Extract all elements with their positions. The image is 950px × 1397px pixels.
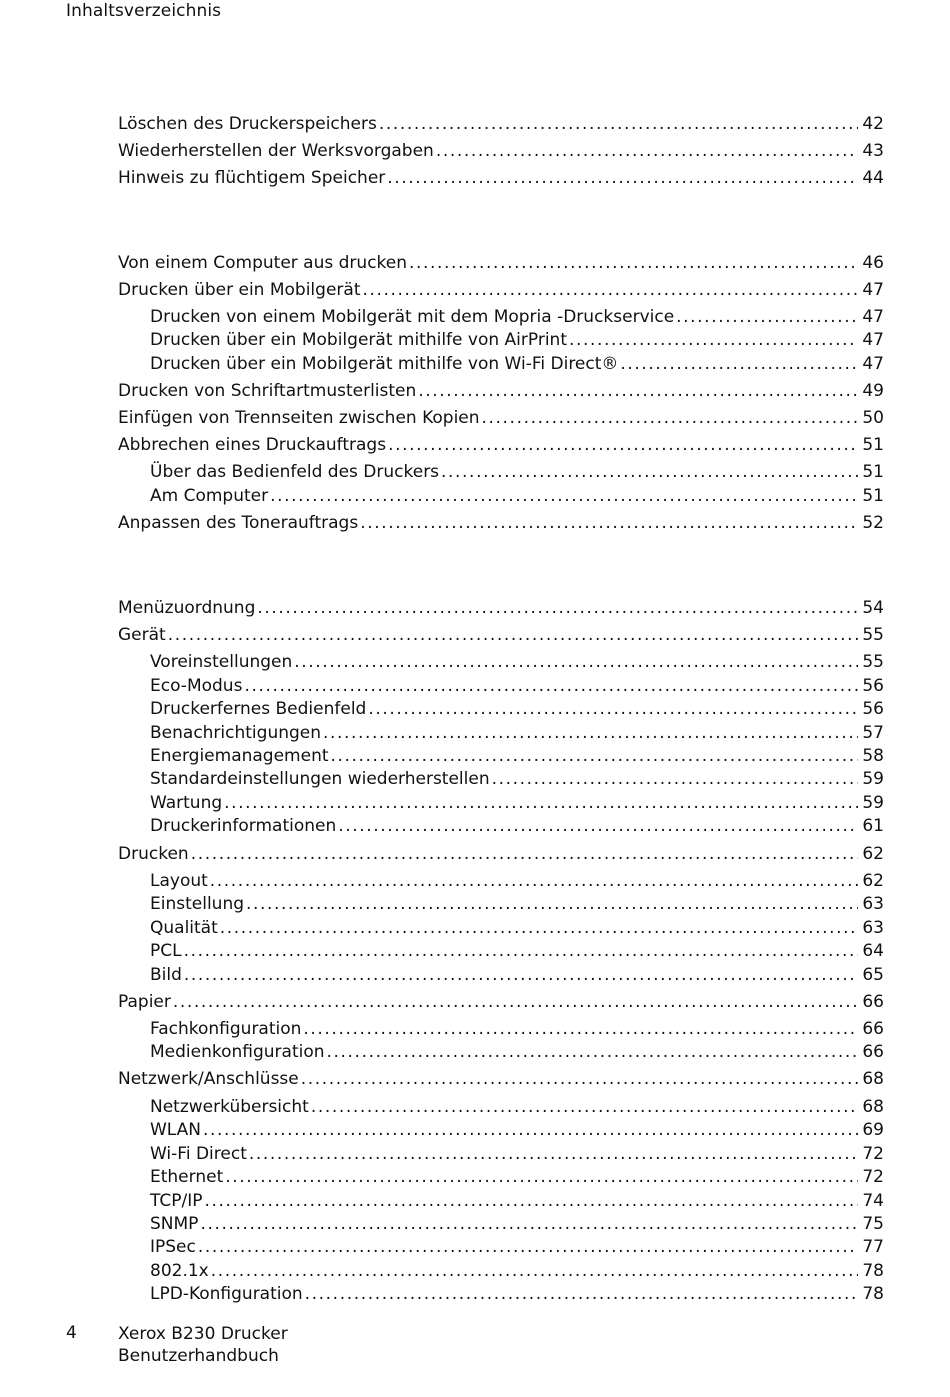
toc-entry-page: 47 bbox=[862, 280, 884, 300]
toc-entry-page: 77 bbox=[862, 1237, 884, 1257]
toc-entry[interactable] bbox=[150, 651, 884, 673]
toc-entry-page: 66 bbox=[862, 992, 884, 1012]
toc-entry-title: Layout bbox=[150, 871, 208, 891]
toc-entry-title: Medienkonfiguration bbox=[150, 1042, 325, 1062]
toc-entry-page: 64 bbox=[862, 941, 884, 961]
toc-entry[interactable] bbox=[150, 768, 884, 790]
footer-manual: Benutzerhandbuch bbox=[118, 1346, 279, 1366]
dot-leader bbox=[184, 964, 858, 986]
dot-leader bbox=[203, 1119, 858, 1141]
dot-leader bbox=[249, 1143, 858, 1165]
toc-entry[interactable] bbox=[118, 624, 884, 646]
toc-entry-page: 78 bbox=[862, 1284, 884, 1304]
toc-entry-page: 62 bbox=[862, 871, 884, 891]
toc-entry-page: 49 bbox=[862, 381, 884, 401]
dot-leader bbox=[224, 792, 858, 814]
toc-entry-title: 802.1x bbox=[150, 1261, 209, 1281]
toc-entry[interactable] bbox=[150, 745, 884, 767]
toc-entry-title: Netzwerkübersicht bbox=[150, 1097, 309, 1117]
toc-entry-page: 63 bbox=[862, 918, 884, 938]
toc-entry-page: 65 bbox=[862, 965, 884, 985]
dot-leader bbox=[294, 651, 858, 673]
toc-entry-title: Über das Bedienfeld des Druckers bbox=[150, 462, 440, 482]
dot-leader bbox=[184, 940, 859, 962]
toc-entry-page: 74 bbox=[862, 1191, 884, 1211]
toc-entry-title: Drucken von einem Mobilgerät mit dem Mopria -Druckservice bbox=[150, 307, 675, 327]
dot-leader bbox=[676, 306, 858, 328]
dot-leader bbox=[492, 768, 859, 790]
toc-entry-title: Wartung bbox=[150, 793, 223, 813]
toc-entry-title: Gerät bbox=[118, 625, 166, 645]
dot-leader bbox=[362, 279, 858, 301]
toc-entry[interactable] bbox=[150, 353, 884, 375]
dot-leader bbox=[220, 917, 859, 939]
toc-entry-title: Standardeinstellungen wiederherstellen bbox=[150, 769, 490, 789]
toc-entry-page: 44 bbox=[862, 168, 884, 188]
toc-entry[interactable] bbox=[118, 512, 884, 534]
toc-entry[interactable] bbox=[150, 1041, 884, 1063]
toc-entry-page: 61 bbox=[862, 816, 884, 836]
toc-entry[interactable] bbox=[150, 1190, 884, 1212]
toc-entry-page: 59 bbox=[862, 769, 884, 789]
toc-entry-page: 46 bbox=[862, 253, 884, 273]
toc-entry-page: 51 bbox=[862, 462, 884, 482]
toc-entry-title: Drucken über ein Mobilgerät mithilfe von Wi-Fi Direct® bbox=[150, 354, 619, 374]
toc-entry-title: Menüzuordnung bbox=[118, 598, 256, 618]
toc-entry-page: 57 bbox=[862, 723, 884, 743]
toc-entry-title: Anpassen des Tonerauftrags bbox=[118, 513, 359, 533]
dot-leader bbox=[200, 1213, 858, 1235]
footer bbox=[118, 1323, 288, 1367]
toc-entry-page: 51 bbox=[862, 435, 884, 455]
running-header: Inhaltsverzeichnis bbox=[66, 1, 222, 21]
dot-leader bbox=[436, 140, 859, 162]
toc-entry-title: Abbrechen eines Druckauftrags bbox=[118, 435, 387, 455]
toc-entry-title: Hinweis zu flüchtigem Speicher bbox=[118, 168, 386, 188]
dot-leader bbox=[270, 485, 858, 507]
dot-leader bbox=[331, 745, 859, 767]
dot-leader bbox=[360, 512, 858, 534]
toc-entry[interactable] bbox=[150, 1119, 884, 1141]
toc-entry-title: Drucken über ein Mobilgerät bbox=[118, 280, 361, 300]
toc-entry-page: 54 bbox=[862, 598, 884, 618]
dot-leader bbox=[311, 1096, 859, 1118]
toc-entry-title: Eco-Modus bbox=[150, 676, 243, 696]
toc-entry-page: 62 bbox=[862, 844, 884, 864]
toc-entry-page: 43 bbox=[862, 141, 884, 161]
dot-leader bbox=[409, 252, 858, 274]
toc-entry[interactable] bbox=[118, 1068, 884, 1090]
toc-entry-page: 69 bbox=[862, 1120, 884, 1140]
dot-leader bbox=[301, 1068, 859, 1090]
toc-entry-title: IPSec bbox=[150, 1237, 196, 1257]
toc-entry[interactable] bbox=[118, 252, 884, 274]
dot-leader bbox=[246, 893, 858, 915]
toc-entry-page: 66 bbox=[862, 1019, 884, 1039]
toc-entry-title: PCL bbox=[150, 941, 182, 961]
toc-entry[interactable] bbox=[150, 1018, 884, 1040]
toc-entry[interactable] bbox=[150, 485, 884, 507]
toc-entry[interactable] bbox=[118, 167, 884, 189]
dot-leader bbox=[305, 1283, 859, 1305]
dot-leader bbox=[191, 843, 859, 865]
toc-entry[interactable] bbox=[150, 870, 884, 892]
dot-leader bbox=[569, 329, 858, 351]
toc-entry[interactable] bbox=[118, 380, 884, 402]
page-number: 4 bbox=[66, 1323, 77, 1343]
toc-entry[interactable] bbox=[150, 306, 884, 328]
dot-leader bbox=[368, 698, 858, 720]
toc-entry-title: Einstellung bbox=[150, 894, 245, 914]
toc-entry[interactable] bbox=[118, 279, 884, 301]
toc-entry[interactable] bbox=[150, 1213, 884, 1235]
dot-leader bbox=[338, 815, 858, 837]
toc-entry-title: WLAN bbox=[150, 1120, 202, 1140]
toc-entry-title: Fachkonfiguration bbox=[150, 1019, 302, 1039]
toc-entry-title: Benachrichtigungen bbox=[150, 723, 322, 743]
toc-entry[interactable] bbox=[118, 597, 884, 619]
toc-entry-page: 68 bbox=[862, 1097, 884, 1117]
toc-entry-page: 50 bbox=[862, 408, 884, 428]
toc-entry[interactable] bbox=[118, 991, 884, 1013]
dot-leader bbox=[225, 1166, 858, 1188]
toc-entry-page: 59 bbox=[862, 793, 884, 813]
toc-entry-page: 72 bbox=[862, 1144, 884, 1164]
toc-entry[interactable] bbox=[118, 843, 884, 865]
dot-leader bbox=[303, 1018, 858, 1040]
dot-leader bbox=[387, 167, 858, 189]
dot-leader bbox=[388, 434, 858, 456]
toc-entry-title: LPD-Konfiguration bbox=[150, 1284, 303, 1304]
toc-entry-page: 68 bbox=[862, 1069, 884, 1089]
toc-entry-page: 63 bbox=[862, 894, 884, 914]
dot-leader bbox=[482, 407, 859, 429]
toc-entry[interactable] bbox=[150, 698, 884, 720]
toc-entry[interactable] bbox=[118, 434, 884, 456]
toc-entry[interactable] bbox=[150, 1260, 884, 1282]
dot-leader bbox=[323, 722, 858, 744]
toc-entry-page: 58 bbox=[862, 746, 884, 766]
toc-entry[interactable] bbox=[150, 461, 884, 483]
toc-entry-page: 52 bbox=[862, 513, 884, 533]
toc-entry-page: 72 bbox=[862, 1167, 884, 1187]
toc-entry-title: Papier bbox=[118, 992, 171, 1012]
toc-entry-page: 55 bbox=[862, 652, 884, 672]
dot-leader bbox=[257, 597, 858, 619]
dot-leader bbox=[168, 624, 859, 646]
dot-leader bbox=[379, 113, 859, 135]
toc-entry-title: Bild bbox=[150, 965, 182, 985]
toc-entry-page: 66 bbox=[862, 1042, 884, 1062]
toc-entry-title: Wiederherstellen der Werksvorgaben bbox=[118, 141, 434, 161]
toc-entry[interactable] bbox=[150, 1143, 884, 1165]
toc-entry[interactable] bbox=[150, 917, 884, 939]
toc-entry-title: Einfügen von Trennseiten zwischen Kopien bbox=[118, 408, 480, 428]
toc-entry[interactable] bbox=[150, 1236, 884, 1258]
toc-entry-title: Drucken bbox=[118, 844, 189, 864]
dot-leader bbox=[173, 991, 858, 1013]
toc-entry-page: 42 bbox=[862, 114, 884, 134]
toc-entry[interactable] bbox=[150, 940, 884, 962]
dot-leader bbox=[198, 1236, 858, 1258]
toc-entry-page: 47 bbox=[862, 330, 884, 350]
dot-leader bbox=[244, 675, 858, 697]
toc-entry-title: Ethernet bbox=[150, 1167, 224, 1187]
toc-entry-page: 51 bbox=[862, 486, 884, 506]
toc-entry[interactable] bbox=[150, 722, 884, 744]
dot-leader bbox=[418, 380, 858, 402]
dot-leader bbox=[210, 870, 859, 892]
toc-entry-title: Druckerfernes Bedienfeld bbox=[150, 699, 367, 719]
toc-entry[interactable] bbox=[150, 675, 884, 697]
toc-entry-page: 56 bbox=[862, 699, 884, 719]
toc-entry-title: Energiemanagement bbox=[150, 746, 329, 766]
toc-entry-title: Voreinstellungen bbox=[150, 652, 293, 672]
dot-leader bbox=[211, 1260, 859, 1282]
toc-entry-title: TCP/IP bbox=[150, 1191, 203, 1211]
toc-entry[interactable] bbox=[150, 792, 884, 814]
toc-entry-title: Drucken über ein Mobilgerät mithilfe von AirPrint bbox=[150, 330, 567, 350]
toc-entry-page: 47 bbox=[862, 307, 884, 327]
dot-leader bbox=[441, 461, 858, 483]
footer-product: Xerox B230 Drucker bbox=[118, 1324, 288, 1344]
toc-entry-page: 56 bbox=[862, 676, 884, 696]
dot-leader bbox=[205, 1190, 859, 1212]
toc-entry-title: Von einem Computer aus drucken bbox=[118, 253, 408, 273]
toc-entry[interactable] bbox=[150, 893, 884, 915]
toc-entry-title: Wi-Fi Direct bbox=[150, 1144, 247, 1164]
toc-entry-title: Am Computer bbox=[150, 486, 269, 506]
toc-entry[interactable] bbox=[150, 329, 884, 351]
toc-entry-page: 55 bbox=[862, 625, 884, 645]
dot-leader bbox=[620, 353, 858, 375]
toc-entry-title: Qualität bbox=[150, 918, 218, 938]
toc-entry[interactable] bbox=[118, 113, 884, 135]
toc-entry[interactable] bbox=[150, 1096, 884, 1118]
toc-entry-page: 78 bbox=[862, 1261, 884, 1281]
dot-leader bbox=[327, 1041, 859, 1063]
toc-entry[interactable] bbox=[150, 815, 884, 837]
toc-entry-title: Löschen des Druckerspeichers bbox=[118, 114, 377, 134]
toc-entry[interactable] bbox=[150, 1166, 884, 1188]
toc-entry-title: Netzwerk/Anschlüsse bbox=[118, 1069, 299, 1089]
toc-entry[interactable] bbox=[118, 407, 884, 429]
toc-entry-title: SNMP bbox=[150, 1214, 199, 1234]
toc-entry-page: 47 bbox=[862, 354, 884, 374]
toc-entry[interactable] bbox=[118, 140, 884, 162]
toc-entry-title: Druckerinformationen bbox=[150, 816, 337, 836]
toc-entry-page: 75 bbox=[862, 1214, 884, 1234]
toc-entry[interactable] bbox=[150, 964, 884, 986]
toc-entry-title: Drucken von Schriftartmusterlisten bbox=[118, 381, 417, 401]
toc-entry[interactable] bbox=[150, 1283, 884, 1305]
